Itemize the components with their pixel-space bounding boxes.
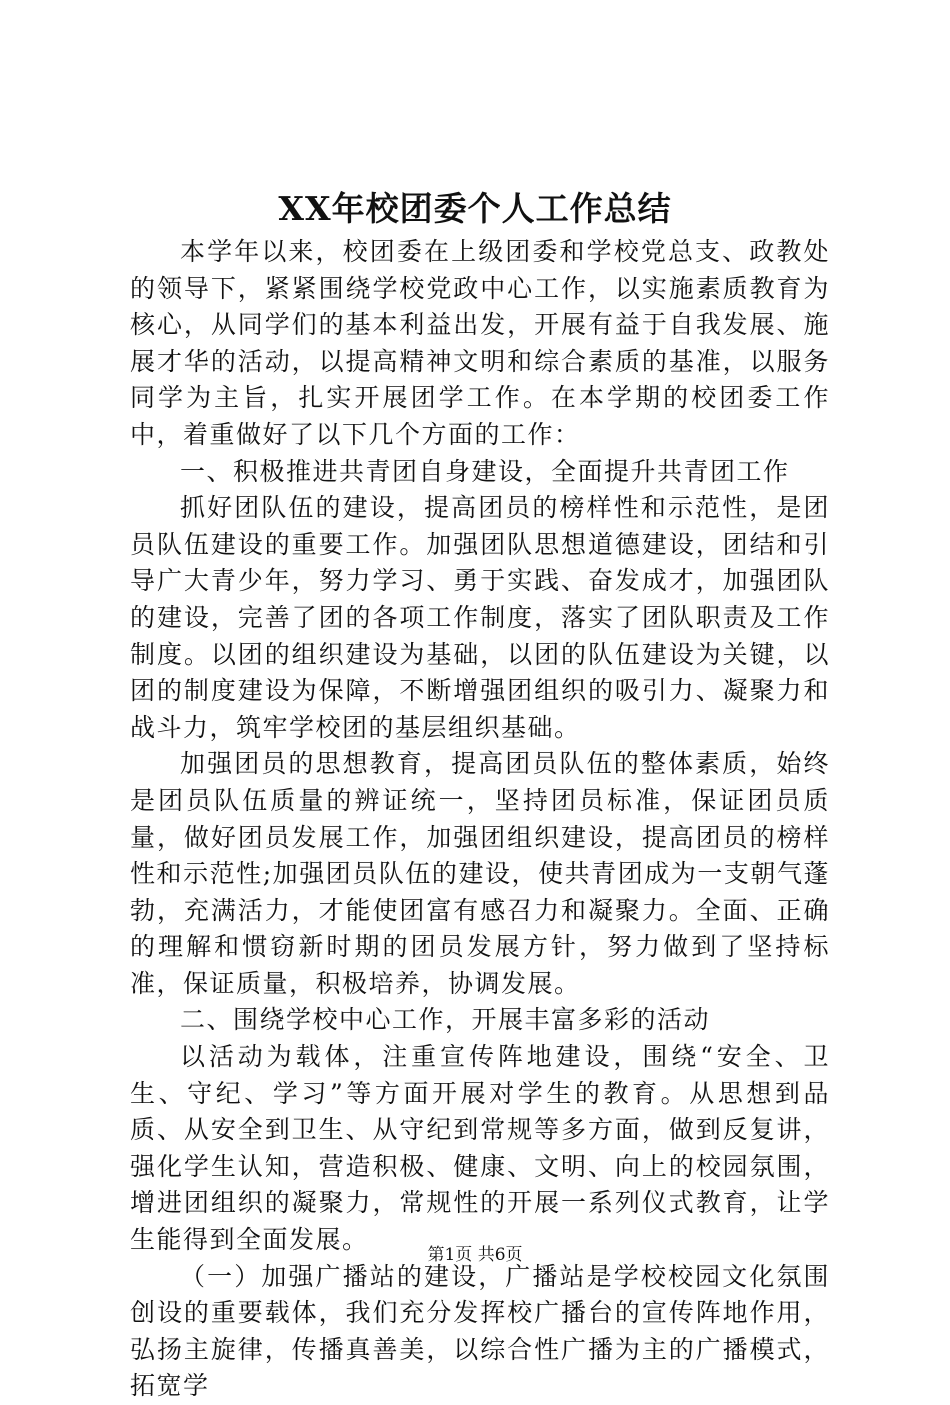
page-footer: 第1页 共6页 (427, 1245, 523, 1265)
section-heading-1: 一、积极推进共青团自身建设，全面提升共青团工作 (180, 456, 790, 486)
paragraph-activities: 以活动为载体，注重宣传阵地建设，围绕“安全、卫生、守纪、学习”等方面开展对学生的教育。从思想到品质、从安全到卫生、从守纪到常规等多方面，做到反复讲，强化学生认知，营造积极、健康、文明、向上的校园氛围，增进团组织的凝聚力，常规性的开展一系列仪式教育，让学生能得到全面发展。 (130, 1042, 830, 1255)
section-heading-2: 二、围绕学校中心工作，开展丰富多彩的活动 (180, 1005, 711, 1035)
paragraph-ideological-education: 加强团员的思想教育，提高团员队伍的整体素质，始终是团员队伍质量的辨证统一，坚持团员标准，保证团员质量，做好团员发展工作，加强团组织建设，提高团员的榜样性和示范性;加强团员队伍的建设，使共青团成为一支朝气蓬勃，充满活力，才能使团富有感召力和凝聚力。全面、正确的理解和惯窃新时期的团员发展方针，努力做到了坚持标准，保证质量，积极培养，协调发展。 (130, 749, 830, 998)
document-title: XX年校团委个人工作总结 (278, 189, 672, 228)
document-body (130, 234, 830, 1405)
paragraph-intro: 本学年以来，校团委在上级团委和学校党总支、政教处的领导下，紧紧围绕学校党政中心工作，以实施素质教育为核心，从同学们的基本利益出发，开展有益于自我发展、施展才华的活动，以提高精神文明和综合素质的基准，以服务同学为主旨，扎实开展团学工作。在本学期的校团委工作中，着重做好了以下几个方面的工作： (130, 237, 830, 449)
paragraph-broadcast-station: （一）加强广播站的建设，广播站是学校校园文化氛围创设的重要载体，我们充分发挥校广播台的宣传阵地作用，弘扬主旋律，传播真善美，以综合性广播为主的广播模式，拓宽学 (130, 1261, 830, 1401)
paragraph-team-building: 抓好团队伍的建设，提高团员的榜样性和示范性，是团员队伍建设的重要工作。加强团队思想道德建设，团结和引导广大青少年，努力学习、勇于实践、奋发成才，加强团队的建设，完善了团的各项工作制度，落实了团队职责及工作制度。以团的组织建设为基础，以团的队伍建设为关键，以团的制度建设为保障，不断增强团组织的吸引力、凝聚力和战斗力，筑牢学校团的基层组织基础。 (130, 493, 830, 742)
